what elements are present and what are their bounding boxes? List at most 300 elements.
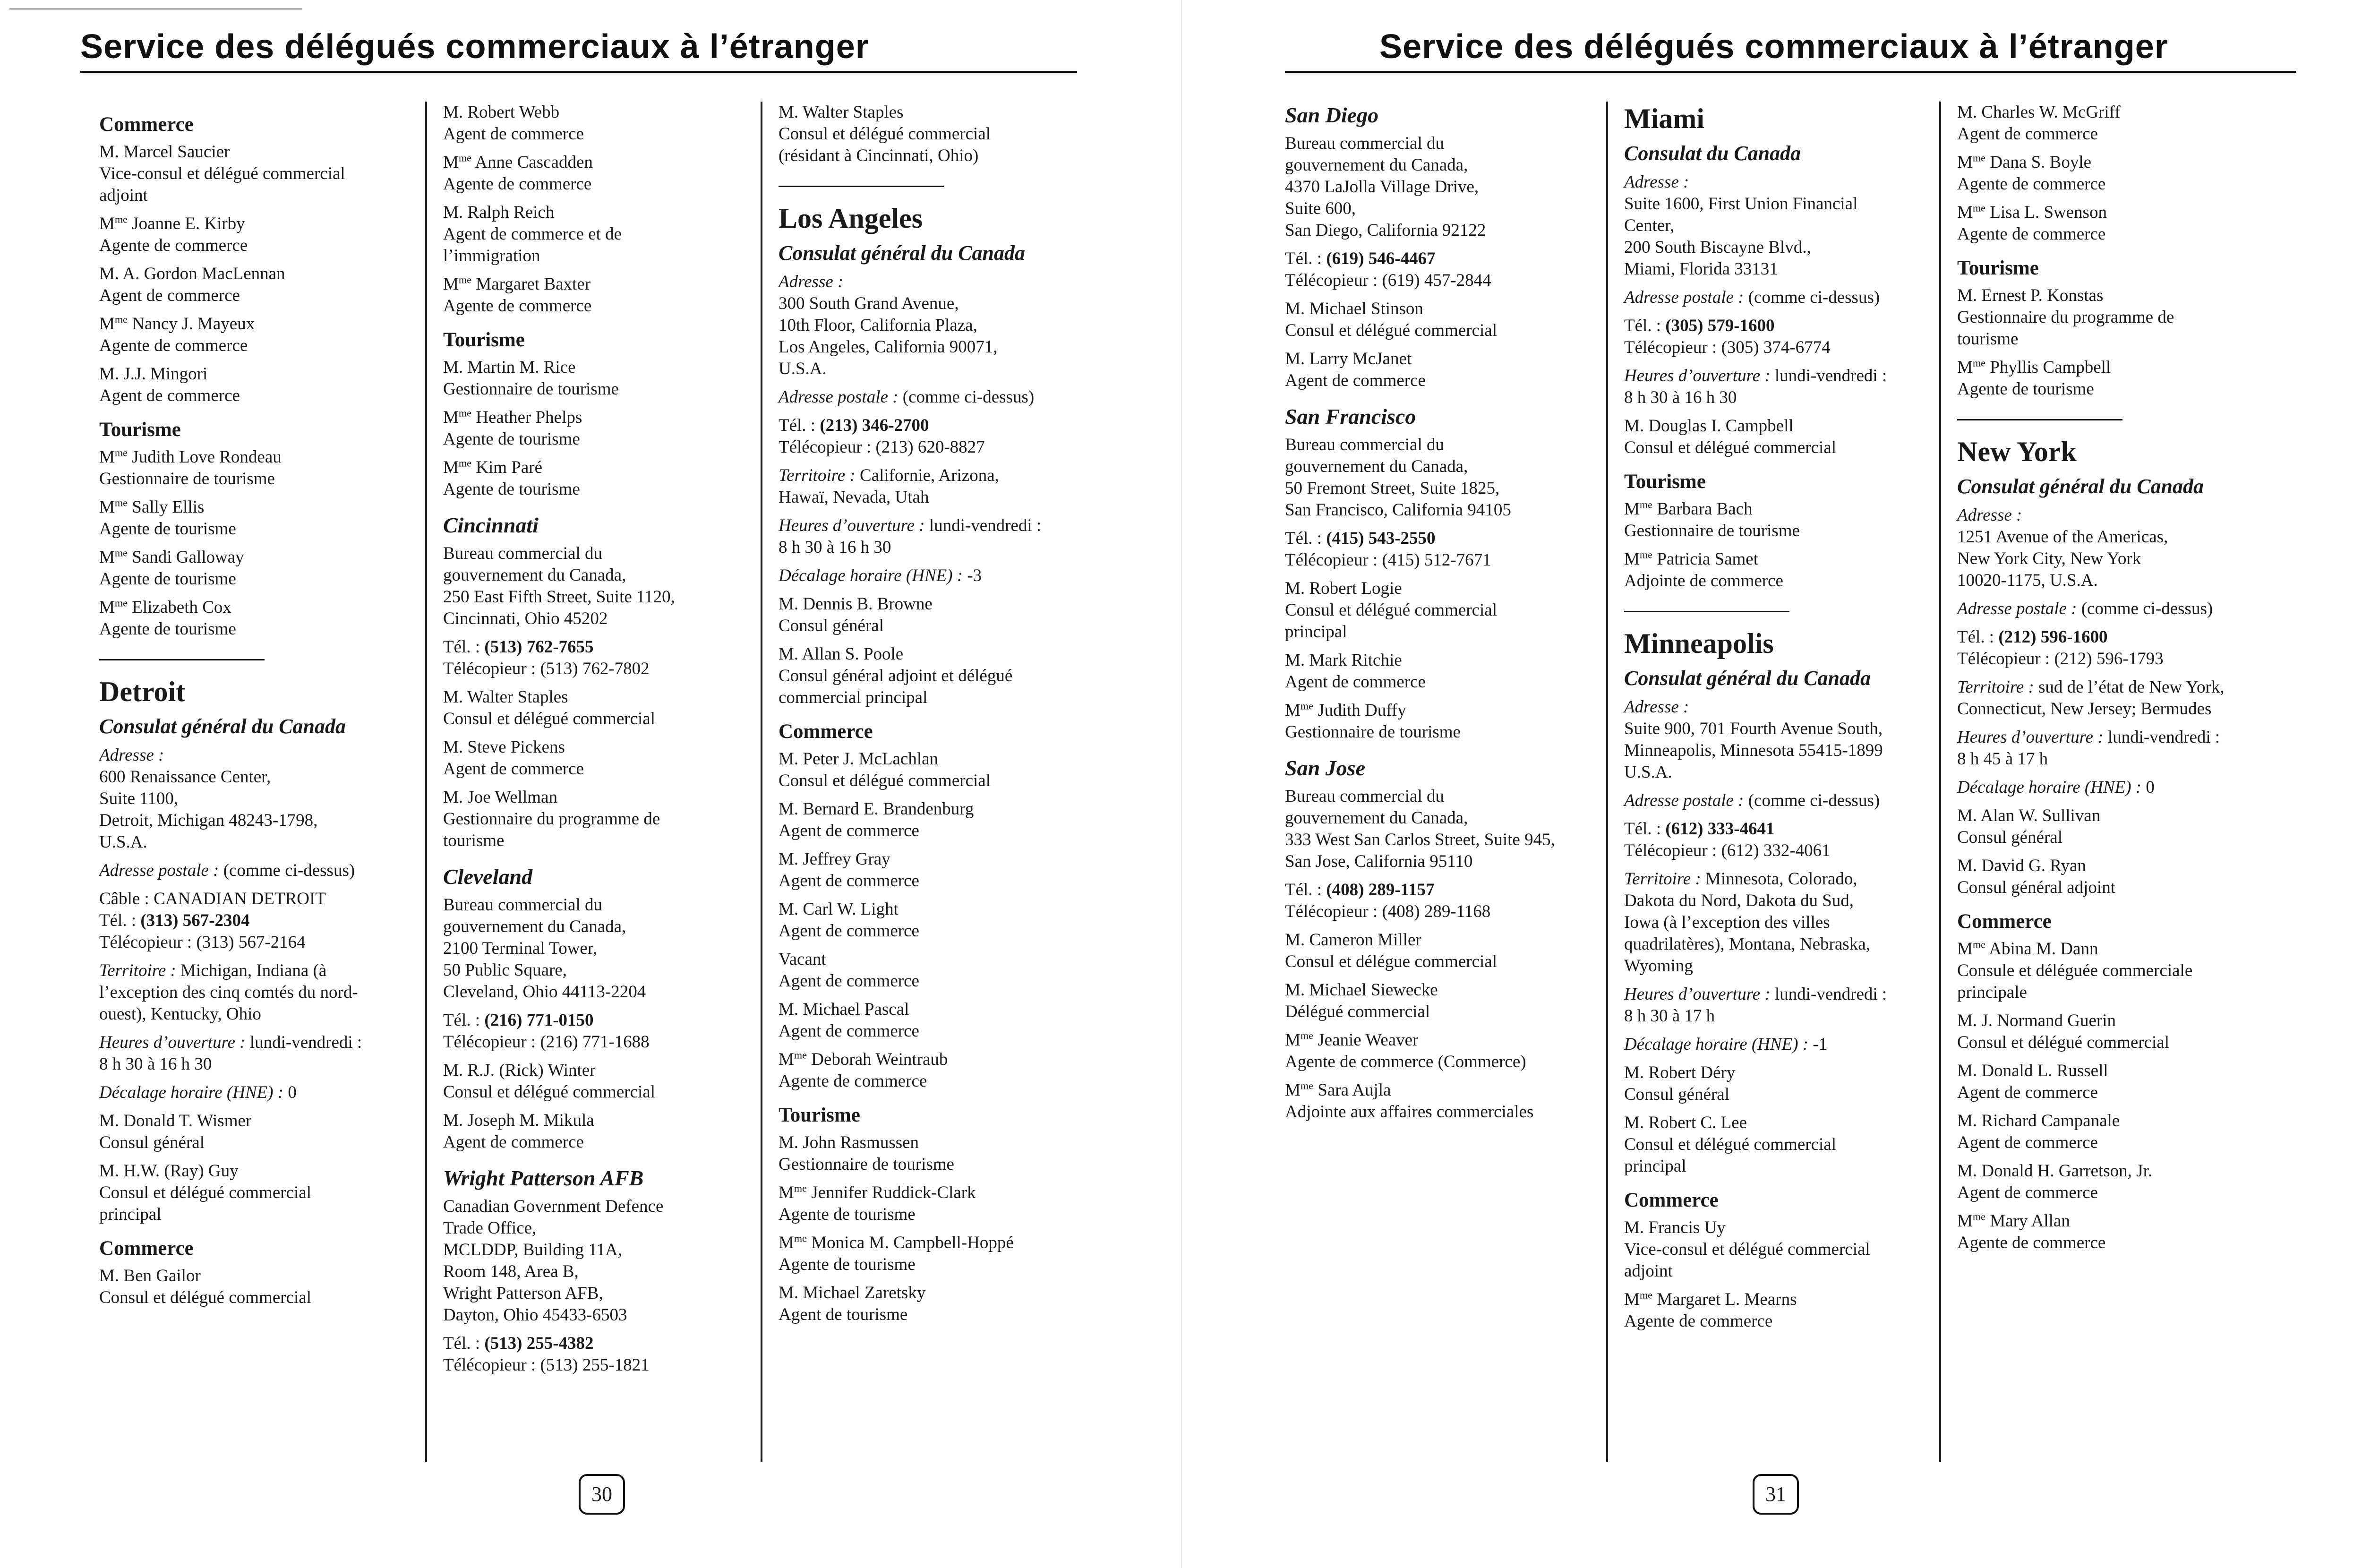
entry-line: $M^{me}$ Anne Cascadden [443, 152, 593, 172]
field-line [1624, 365, 1941, 387]
entry-line: Adjointe de commerce [1624, 571, 1783, 591]
entry-line: Agente de tourisme [779, 1205, 916, 1224]
field-value: sud de l’état de New York, [2034, 677, 2225, 697]
field-value: 0 [2141, 778, 2155, 797]
field-line-continued: Hawaï, Nevada, Utah [779, 488, 929, 507]
field-line [99, 960, 411, 982]
entry-line: M. Joseph M. Mikula [443, 1111, 594, 1130]
address-block [443, 894, 755, 1003]
entry-line: $M^{me}$ Kim Paré [443, 457, 543, 477]
staff-entry [443, 274, 755, 317]
entry-line: Vice-consul et délégué commercial [99, 164, 345, 183]
field-label: Heures d’ouverture : [99, 1033, 246, 1052]
office-city-heading: San Francisco [1285, 404, 1416, 428]
field-line-continued: 8 h 30 à 16 h 30 [1624, 388, 1737, 407]
staff-entry [1957, 102, 2283, 145]
staff-entry [443, 1060, 755, 1103]
entry-line: Agent de commerce [443, 124, 584, 144]
entry-line: Agente de commerce (Commerce) [1285, 1052, 1526, 1071]
staff-entry [1957, 152, 2283, 195]
entry-line: Vacant [779, 950, 826, 969]
entry-line: $M^{me}$ Abina M. Dann [1957, 938, 2098, 959]
entry-line: M. Michael Siewecke [1285, 980, 1438, 1000]
staff-entry [443, 737, 755, 780]
entry-line: Dayton, Ohio 45433-6503 [443, 1305, 627, 1325]
section-heading: Commerce [99, 113, 194, 136]
entry-line: principal [1624, 1157, 1686, 1176]
column-2 [1606, 102, 1941, 1462]
entry-line: Agente de tourisme [99, 619, 236, 639]
telephone-line [779, 415, 1090, 437]
field-value: lundi-vendredi : [2103, 728, 2220, 747]
staff-entry [99, 497, 411, 540]
entry-line: M. J.J. Mingori [99, 364, 208, 384]
entry-line: Agente de tourisme [99, 519, 236, 539]
office-city-heading: Wright Patterson AFB [443, 1166, 644, 1190]
staff-entry [1957, 1060, 2283, 1104]
field-label: Heures d’ouverture : [779, 516, 925, 535]
entry-line: Agent de commerce [99, 286, 240, 305]
telephone-label: Tél. : [1285, 529, 1326, 548]
telephone-number: (513) 255-4382 [484, 1334, 594, 1353]
entry-line: $M^{me}$ Mary Allan [1957, 1210, 2070, 1231]
telephone-line [1624, 818, 1941, 840]
entry-line: M. Charles W. McGriff [1957, 103, 2121, 122]
staff-entry [1957, 1160, 2283, 1204]
entry-line: M. Mark Ritchie [1285, 651, 1402, 670]
staff-entry [1957, 1210, 2283, 1254]
entry-line: Consul et délégue commercial [1285, 952, 1497, 971]
staff-entry [1285, 348, 1597, 392]
section-heading: Tourisme [1957, 257, 2039, 279]
telephone-line [443, 636, 755, 658]
field-label: Heures d’ouverture : [1624, 985, 1771, 1004]
office-name: Consulat général du Canada [1957, 475, 2204, 498]
entry-line: M. Michael Stinson [1285, 299, 1423, 318]
entry-line: $M^{me}$ Monica M. Campbell-Hoppé [779, 1232, 1014, 1252]
staff-entry [443, 102, 755, 145]
entry-line: M. Robert C. Lee [1624, 1113, 1747, 1132]
entry-line: Agent de commerce [443, 759, 584, 779]
section-heading: Tourisme [443, 329, 525, 351]
honorific-superscript: me [794, 1182, 807, 1194]
address-block [443, 658, 755, 680]
info-field [1957, 598, 2283, 620]
entry-line: commercial principal [779, 688, 928, 707]
field-line [779, 565, 1090, 587]
staff-entry [779, 102, 1090, 167]
staff-entry [99, 263, 411, 307]
field-label: Décalage horaire (HNE) : [99, 1083, 284, 1102]
entry-line: Télécopieur : (612) 332-4061 [1624, 841, 1831, 860]
field-value: Michigan, Indiana (à [176, 961, 327, 980]
entry-line: tourisme [443, 831, 505, 850]
honorific-superscript: me [458, 274, 472, 286]
section-rule [1957, 419, 2122, 420]
telephone-number: (408) 289-1157 [1326, 880, 1435, 900]
entry-line: M. Ralph Reich [443, 203, 555, 222]
entry-line: tourisme [1957, 329, 2019, 349]
honorific-superscript: me [114, 446, 128, 459]
staff-entry [443, 1110, 755, 1153]
entry-line: Suite 600, [1285, 199, 1356, 218]
field-line [99, 860, 411, 882]
honorific-superscript: me [794, 1049, 807, 1061]
office-name: Consulat général du Canada [99, 715, 346, 738]
entry-line: Agent de commerce [779, 971, 919, 991]
address-line: New York City, New York [1957, 549, 2141, 568]
telephone-line [1285, 248, 1597, 270]
field-line-continued: Iowa (à l’exception des villes [1624, 913, 1830, 932]
field-line [1624, 984, 1941, 1005]
staff-entry [443, 457, 755, 500]
field-label: Décalage horaire (HNE) : [1624, 1035, 1809, 1054]
office-city-heading: Cincinnati [443, 513, 539, 537]
staff-entry [1285, 578, 1597, 643]
telephone-line [1624, 315, 1941, 337]
staff-entry [779, 848, 1090, 892]
entry-line: M. Marcel Saucier [99, 142, 230, 162]
address-line: 200 South Biscayne Blvd., [1624, 238, 1811, 257]
honorific-superscript: me [114, 497, 128, 509]
office-name: Consulat du Canada [1624, 142, 1801, 165]
section-heading: Commerce [99, 1237, 194, 1260]
field-value: -3 [963, 566, 982, 585]
entry-line: M. Joe Wellman [443, 788, 557, 807]
field-label: Territoire : [779, 466, 856, 485]
info-field [1957, 677, 2283, 720]
entry-line: M. Peter J. McLachlan [779, 749, 939, 769]
entry-line: $M^{me}$ Judith Duffy [1285, 700, 1406, 720]
honorific-superscript: me [1972, 202, 1986, 214]
entry-line: Télécopieur : (313) 567-2164 [99, 933, 306, 952]
honorific-superscript: me [114, 213, 128, 225]
field-value: 0 [283, 1083, 297, 1102]
entry-line: M. Bernard E. Brandenburg [779, 799, 974, 819]
entry-line: Bureau commercial du [1285, 134, 1444, 153]
honorific-superscript: me [1300, 1080, 1314, 1092]
info-field [779, 565, 1090, 587]
info-field [1957, 727, 2283, 770]
staff-entry [443, 407, 755, 450]
staff-entry [779, 1232, 1090, 1276]
address-line: U.S.A. [99, 832, 147, 852]
entry-line: M. Alan W. Sullivan [1957, 806, 2101, 825]
staff-entry [1957, 285, 2283, 350]
field-line [1957, 777, 2283, 798]
field-line [1624, 287, 1941, 308]
entry-line: Agent de commerce et de [443, 224, 622, 244]
field-line-continued: quadrilatères), Montana, Nebraska, [1624, 934, 1870, 954]
entry-line: Télécopieur : (513) 762-7802 [443, 659, 650, 678]
page-number: 31 [1753, 1474, 1799, 1515]
entry-line: principal [1285, 622, 1347, 642]
staff-entry [1285, 1029, 1597, 1073]
section-heading: Tourisme [1624, 471, 1706, 493]
honorific-superscript: me [1639, 1289, 1653, 1301]
entry-line: Cincinnati, Ohio 45202 [443, 609, 608, 628]
running-title: Service des délégués commerciaux à l’étranger [80, 28, 869, 66]
staff-entry [1285, 1080, 1597, 1123]
staff-entry [99, 446, 411, 490]
entry-line: Adresse : [1957, 506, 2022, 525]
address-line: 10020-1175, U.S.A. [1957, 571, 2098, 590]
field-label: Adresse postale : [1624, 791, 1744, 810]
entry-line: Consule et déléguée commerciale [1957, 961, 2193, 980]
section-rule [99, 659, 265, 660]
honorific-superscript: me [1300, 700, 1314, 712]
address-line: 300 South Grand Avenue, [779, 294, 959, 313]
city-heading: Los Angeles [779, 203, 923, 234]
entry-line: M. Robert Logie [1285, 579, 1402, 598]
info-field [1624, 365, 1941, 409]
entry-line: M. J. Normand Guerin [1957, 1011, 2116, 1030]
staff-entry [99, 1265, 411, 1309]
entry-line: adjoint [1624, 1261, 1673, 1281]
field-label: Décalage horaire (HNE) : [1957, 778, 2142, 797]
entry-line: (résidant à Cincinnati, Ohio) [779, 146, 979, 165]
field-value: (comme ci-dessus) [1744, 288, 1880, 307]
staff-entry [99, 213, 411, 257]
city-heading: Minneapolis [1624, 628, 1774, 659]
honorific-superscript: me [1972, 357, 1986, 369]
city-heading: Miami [1624, 103, 1704, 134]
address-line: Center, [1624, 216, 1675, 235]
staff-entry [1285, 929, 1597, 973]
field-value: Minnesota, Colorado, [1701, 869, 1857, 889]
entry-line: Câble : CANADIAN DETROIT [99, 889, 326, 908]
info-field [99, 1032, 411, 1075]
field-label: Territoire : [1957, 677, 2034, 697]
entry-line: Gestionnaire de tourisme [1285, 722, 1461, 742]
address-block [443, 1196, 755, 1326]
entry-line: principal [99, 1205, 162, 1224]
entry-line: $M^{me}$ Phyllis Campbell [1957, 357, 2111, 377]
entry-line: $M^{me}$ Barbara Bach [1624, 498, 1753, 519]
entry-line: Trade Office, [443, 1218, 537, 1238]
right-page [1190, 0, 2362, 1568]
entry-line: Agent de commerce [1285, 371, 1426, 390]
entry-line: MCLDDP, Building 11A, [443, 1240, 622, 1260]
entry-line: Consul et délégué commercial [99, 1183, 311, 1202]
entry-line: $M^{me}$ Heather Phelps [443, 407, 582, 427]
telephone-label: Tél. : [779, 416, 820, 435]
field-value: lundi-vendredi : [245, 1033, 362, 1052]
address-block [1285, 434, 1597, 521]
entry-line: Gestionnaire de tourisme [1624, 521, 1800, 540]
field-line [1957, 727, 2283, 748]
address-block [1624, 840, 1941, 862]
entry-line: Délégué commercial [1285, 1002, 1430, 1021]
entry-line: Consul et délégué commercial [443, 1082, 655, 1102]
entry-line: $M^{me}$ Sally Ellis [99, 497, 205, 517]
address-line: 1251 Avenue of the Americas, [1957, 527, 2168, 547]
staff-entry [779, 1282, 1090, 1326]
running-title: Service des délégués commerciaux à l’étranger [1379, 28, 2168, 66]
entry-line: Agent de commerce [1957, 1183, 2098, 1202]
honorific-superscript: me [1972, 938, 1986, 951]
entry-line: San Jose, California 95110 [1285, 852, 1473, 871]
entry-line: Cleveland, Ohio 44113-2204 [443, 982, 646, 1002]
info-field [1624, 287, 1941, 308]
staff-entry [779, 1182, 1090, 1225]
left-page [0, 0, 1176, 1568]
honorific-superscript: me [114, 547, 128, 559]
entry-line: Agent de commerce [1957, 1083, 2098, 1102]
field-line [1957, 598, 2283, 620]
honorific-superscript: me [458, 457, 472, 469]
info-field [779, 386, 1090, 408]
telephone-number: (619) 546-4467 [1326, 249, 1436, 268]
entry-line: M. Douglas I. Campbell [1624, 416, 1794, 436]
entry-line: Consul et délégué commercial [1624, 1135, 1836, 1154]
staff-entry [1624, 1217, 1941, 1282]
entry-line: $M^{me}$ Margaret L. Mearns [1624, 1289, 1797, 1309]
entry-line: Agente de commerce [443, 174, 592, 194]
entry-line: Agent de commerce [779, 1021, 919, 1041]
address-block [99, 888, 411, 910]
telephone-number: (213) 346-2700 [820, 416, 929, 435]
field-label: Heures d’ouverture : [1624, 366, 1771, 386]
entry-line: Consul général adjoint [1957, 878, 2115, 897]
field-label: Territoire : [1624, 869, 1701, 889]
entry-line: Bureau commercial du [1285, 435, 1444, 454]
entry-line: Agente de tourisme [443, 429, 580, 449]
page-number: 30 [579, 1474, 625, 1515]
field-value: lundi-vendredi : [1770, 366, 1887, 386]
section-heading: Commerce [1624, 1189, 1719, 1211]
section-heading: Tourisme [779, 1104, 860, 1126]
staff-entry [1285, 979, 1597, 1023]
entry-line: Bureau commercial du [443, 544, 602, 563]
field-line-continued: 8 h 30 à 16 h 30 [99, 1054, 212, 1074]
address-block [1285, 133, 1597, 241]
entry-line: 250 East Fifth Street, Suite 1120, [443, 587, 675, 607]
entry-line: $M^{me}$ Joanne E. Kirby [99, 213, 245, 233]
entry-line: M. Dennis B. Browne [779, 594, 933, 614]
entry-line: Télécopieur : (213) 620-8827 [779, 437, 985, 457]
entry-line: Agent de commerce [443, 1132, 584, 1152]
field-value: lundi-vendredi : [924, 516, 1042, 535]
entry-line: $M^{me}$ Dana S. Boyle [1957, 152, 2092, 172]
entry-line: Agente de commerce [1957, 1233, 2106, 1252]
entry-line: Télécopieur : (305) 374-6774 [1624, 338, 1831, 357]
entry-line: M. Ernest P. Konstas [1957, 286, 2104, 305]
entry-line: Télécopieur : (415) 512-7671 [1285, 550, 1491, 570]
staff-entry [779, 643, 1090, 709]
field-line [99, 1032, 411, 1054]
page-fold [1181, 0, 1182, 1568]
address-line: Detroit, Michigan 48243-1798, [99, 811, 318, 830]
entry-line: Gestionnaire du programme de [443, 809, 660, 829]
entry-line: Consul et délégué commercial [1285, 600, 1497, 620]
field-label: Adresse postale : [1624, 288, 1744, 307]
entry-line: Agente de tourisme [99, 569, 236, 589]
entry-line: 4370 LaJolla Village Drive, [1285, 177, 1479, 197]
info-field [779, 515, 1090, 558]
honorific-superscript: me [1639, 548, 1653, 561]
entry-line: Consul et délégué commercial [779, 771, 991, 790]
title-rule [80, 71, 1077, 73]
staff-entry [1285, 700, 1597, 743]
telephone-number: (313) 567-2304 [140, 911, 250, 930]
column-3 [761, 102, 1090, 1462]
staff-entry [443, 686, 755, 730]
staff-entry [779, 949, 1090, 992]
field-line [1957, 677, 2283, 698]
city-heading: New York [1957, 436, 2077, 467]
city-heading: Detroit [99, 676, 186, 707]
entry-line: adjoint [99, 186, 148, 205]
address-line: Suite 1600, First Union Financial [1624, 194, 1858, 214]
telephone-line [1285, 879, 1597, 901]
field-value: (comme ci-dessus) [898, 387, 1035, 407]
column-1 [99, 102, 411, 1462]
telephone-label: Tél. : [443, 637, 485, 657]
entry-line: gouvernement du Canada, [443, 566, 626, 585]
telephone-line [443, 1010, 755, 1031]
title-rule [1285, 71, 2296, 73]
staff-entry [1957, 938, 2283, 1003]
field-line [1624, 1034, 1941, 1055]
field-value: (comme ci-dessus) [1744, 791, 1880, 810]
staff-entry [779, 999, 1090, 1042]
field-line [779, 386, 1090, 408]
section-rule [1624, 611, 1789, 612]
staff-entry [779, 1049, 1090, 1092]
entry-line: Gestionnaire du programme de [1957, 308, 2174, 327]
entry-line: M. R.J. (Rick) Winter [443, 1061, 596, 1080]
section-heading: Commerce [779, 720, 873, 743]
entry-line: $M^{me}$ Deborah Weintraub [779, 1049, 948, 1069]
entry-line: Adresse : [779, 272, 844, 291]
field-line-continued: 8 h 30 à 16 h 30 [779, 538, 891, 557]
entry-line: Agente de tourisme [443, 480, 580, 499]
entry-line: Adresse : [1624, 172, 1689, 192]
telephone-label: Tél. : [1285, 880, 1326, 900]
telephone-label: Tél. : [443, 1011, 485, 1030]
section-heading: Commerce [1957, 910, 2052, 933]
field-line-continued: 8 h 30 à 17 h [1624, 1006, 1715, 1026]
staff-entry [779, 1132, 1090, 1175]
entry-line: Agent de commerce [779, 921, 919, 941]
staff-entry [443, 357, 755, 400]
staff-entry [779, 798, 1090, 842]
section-heading: Tourisme [99, 419, 181, 441]
telephone-label: Tél. : [1624, 819, 1666, 839]
entry-line: Adresse : [99, 745, 164, 765]
staff-entry [1957, 805, 2283, 848]
staff-entry [99, 141, 411, 206]
entry-line: Agente de commerce [99, 236, 248, 255]
office-city-heading: San Diego [1285, 103, 1379, 127]
address-block [443, 1031, 755, 1053]
telephone-line [1957, 626, 2283, 648]
staff-entry [779, 271, 1090, 380]
entry-line: Agent de commerce [99, 386, 240, 405]
entry-line: M. Walter Staples [443, 687, 568, 707]
entry-line: $M^{me}$ Jennifer Ruddick-Clark [779, 1182, 976, 1202]
entry-line: Consul général [99, 1133, 205, 1152]
entry-line: Télécopieur : (513) 255-1821 [443, 1355, 650, 1375]
entry-line: gouvernement du Canada, [1285, 155, 1468, 175]
entry-line: Agente de commerce [1957, 224, 2106, 244]
entry-line: M. Francis Uy [1624, 1218, 1726, 1237]
entry-line: $M^{me}$ Lisa L. Swenson [1957, 202, 2107, 222]
entry-line: Agente de commerce [443, 296, 592, 316]
staff-entry [1624, 548, 1941, 592]
address-block [1957, 648, 2283, 670]
